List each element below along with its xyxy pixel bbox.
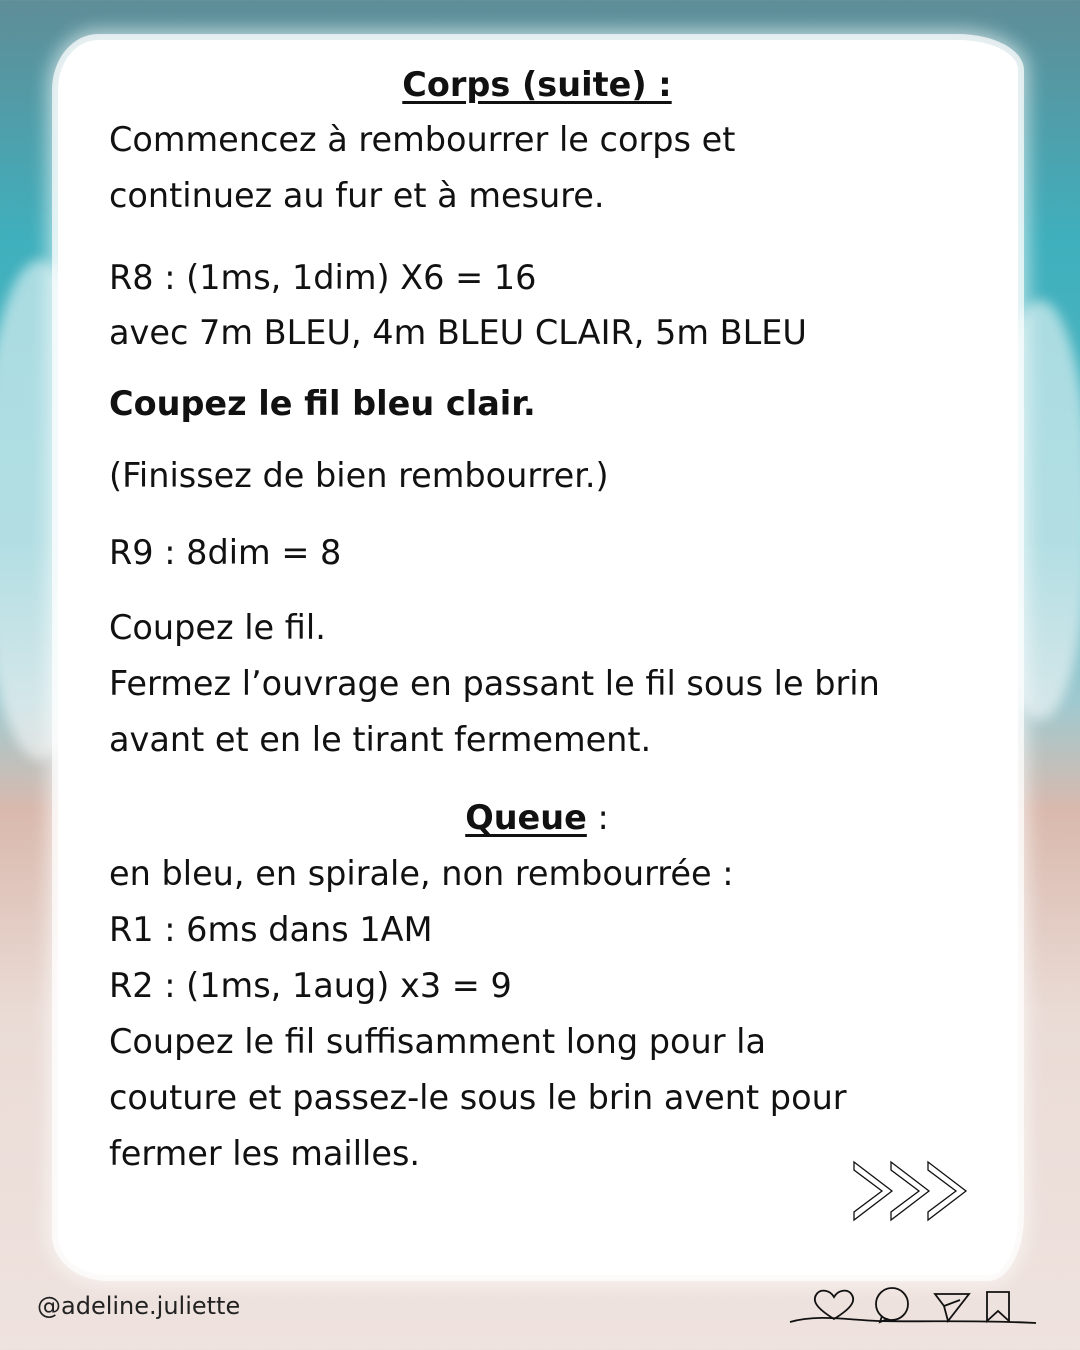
text-line: Commencez à rembourrer le corps et xyxy=(109,120,736,159)
heart-icon xyxy=(815,1291,853,1319)
text-line: avec 7m BLEU, 4m BLEU CLAIR, 5m BLEU xyxy=(109,313,807,352)
text-line: R9 : 8dim = 8 xyxy=(109,533,342,572)
queue-heading xyxy=(0,798,1074,838)
social-icons xyxy=(788,1284,1038,1334)
text-line: en bleu, en spirale, non rembourrée : xyxy=(109,854,734,893)
text-line: Coupez le fil suffisamment long pour la xyxy=(109,1022,766,1061)
next-arrows-icon[interactable] xyxy=(852,1160,972,1224)
text-line: avant et en le tirant fermement. xyxy=(109,720,652,759)
text-line: Coupez le fil. xyxy=(109,608,326,647)
text-line: couture et passez-le sous le brin avent pour xyxy=(109,1078,847,1117)
account-handle[interactable]: @adeline.juliette xyxy=(37,1292,241,1320)
queue-title: Queue xyxy=(465,798,587,837)
section-title xyxy=(0,65,1074,105)
text-line: Fermez l’ouvrage en passant le fil sous le brin xyxy=(109,664,880,703)
text-line: fermer les mailles. xyxy=(109,1134,421,1173)
text-line: R2 : (1ms, 1aug) x3 = 9 xyxy=(109,966,512,1005)
text-line: (Finissez de bien rembourrer.) xyxy=(109,456,609,495)
bookmark-icon xyxy=(987,1292,1009,1321)
text-line: R8 : (1ms, 1dim) X6 = 16 xyxy=(109,258,537,297)
underline-squiggle xyxy=(790,1318,1036,1323)
send-icon xyxy=(935,1294,969,1321)
text-line-bold: Coupez le fil bleu clair. xyxy=(109,384,536,423)
comment-icon xyxy=(876,1288,908,1322)
queue-colon: : xyxy=(586,798,609,837)
text-line: continuez au fur et à mesure. xyxy=(109,176,605,215)
title-text: Corps (suite) : xyxy=(402,65,672,104)
text-line: R1 : 6ms dans 1AM xyxy=(109,910,433,949)
